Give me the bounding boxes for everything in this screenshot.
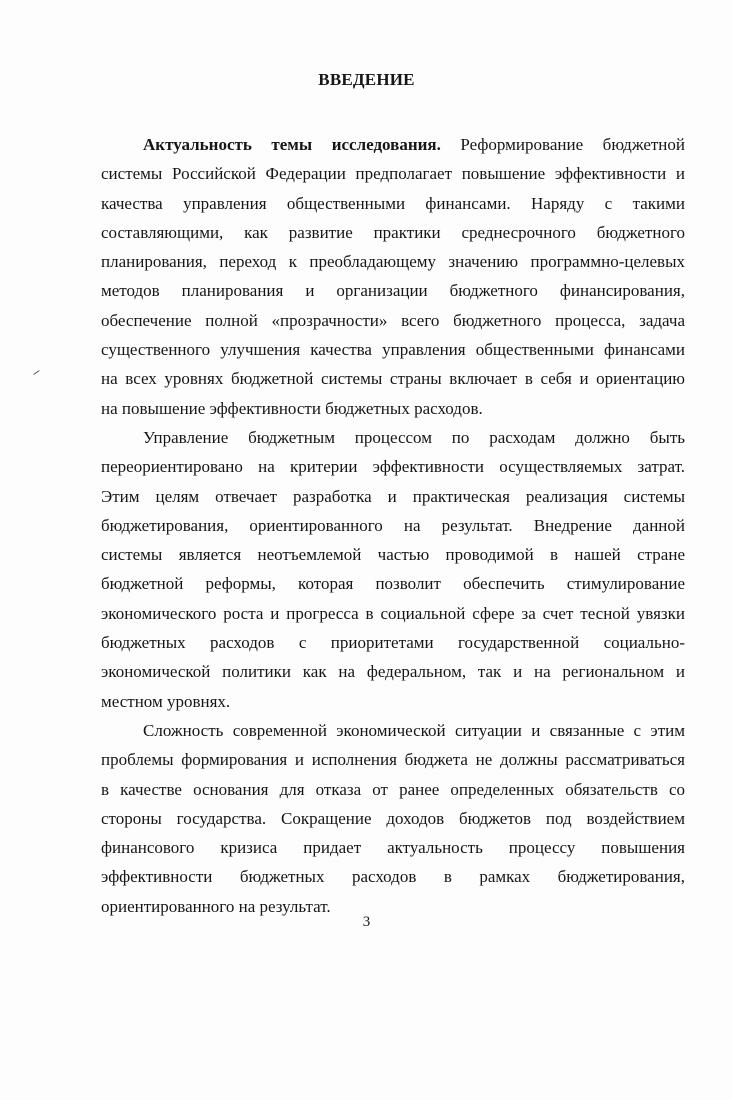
paragraph-lead: Актуальность темы исследования. (143, 135, 441, 154)
paragraph-2-line-10: местном уровнях. (101, 691, 231, 711)
paragraph-2-line-7: экономического роста и прогресса в социальной сфере за счет тесной увязки (101, 603, 685, 623)
paragraph-2-line-3: Этим целям отвечает разработка и практическая реализация системы (101, 486, 685, 506)
paragraph-1-line-7: обеспечение полной «прозрачности» всего бюджетного процесса, задача (101, 310, 685, 330)
body-text (101, 130, 685, 921)
page-title: ВВЕДЕНИЕ (318, 70, 415, 89)
paragraph-1-line-6: методов планирования и организации бюджетного финансирования, (101, 281, 685, 301)
paragraph-1-line-4: составляющими, как развитие практики среднесрочного бюджетного (101, 222, 685, 242)
paragraph-2-line-8: бюджетных расходов с приоритетами государственной социально- (101, 633, 685, 653)
paragraph-1-line-2: системы Российской Федерации предполагает повышение эффективности и (101, 164, 685, 184)
paragraph-1-line-1-text: Реформирование бюджетной (440, 135, 686, 154)
paragraph-2-line-5: системы является неотъемлемой частью проводимой в нашей стране (101, 545, 685, 565)
paragraph-2-line-2: переориентировано на критерии эффективности осуществляемых затрат. (101, 457, 685, 477)
paragraph-1-line-8: существенного улучшения качества управления общественными финансами (101, 340, 685, 360)
paragraph-3-line-4: стороны государства. Сокращение доходов бюджетов под воздействием (101, 808, 685, 828)
scan-speck (33, 370, 39, 375)
paragraph-3-line-3: в качестве основания для отказа от ранее определенных обязательств со (101, 779, 685, 799)
paragraph-3-line-6: эффективности бюджетных расходов в рамках бюджетирования, (101, 867, 685, 887)
paragraph-3-line-5: финансового кризиса придает актуальность процессу повышения (101, 838, 685, 858)
paragraph-1-line-9: на всех уровнях бюджетной системы страны включает в себя и ориентацию (101, 369, 685, 389)
paragraph-3-line-7: ориентированного на результат. (101, 896, 331, 916)
paragraph-1-line-10: на повышение эффективности бюджетных расходов. (101, 398, 483, 418)
paragraph-1-line-5: планирования, переход к преобладающему значению программно-целевых (101, 252, 685, 272)
paragraph-2-line-9: экономической политики как на федеральном, так и на региональном и (101, 662, 685, 682)
paragraph-2-line-1: Управление бюджетным процессом по расходам должно быть (143, 427, 685, 447)
paragraph-3-line-1: Сложность современной экономической ситуации и связанные с этим (143, 720, 685, 740)
paragraph-2-line-6: бюджетной реформы, которая позволит обеспечить стимулирование (101, 574, 685, 594)
paragraph-1-line-1 (101, 130, 685, 159)
paragraph-3-line-2: проблемы формирования и исполнения бюджета не должны рассматриваться (101, 750, 685, 770)
page-number: 3 (362, 914, 371, 930)
paragraph-1-line-3: качества управления общественными финансами. Наряду с такими (101, 193, 685, 213)
paragraph-2-line-4: бюджетирования, ориентированного на результат. Внедрение данной (101, 515, 685, 535)
